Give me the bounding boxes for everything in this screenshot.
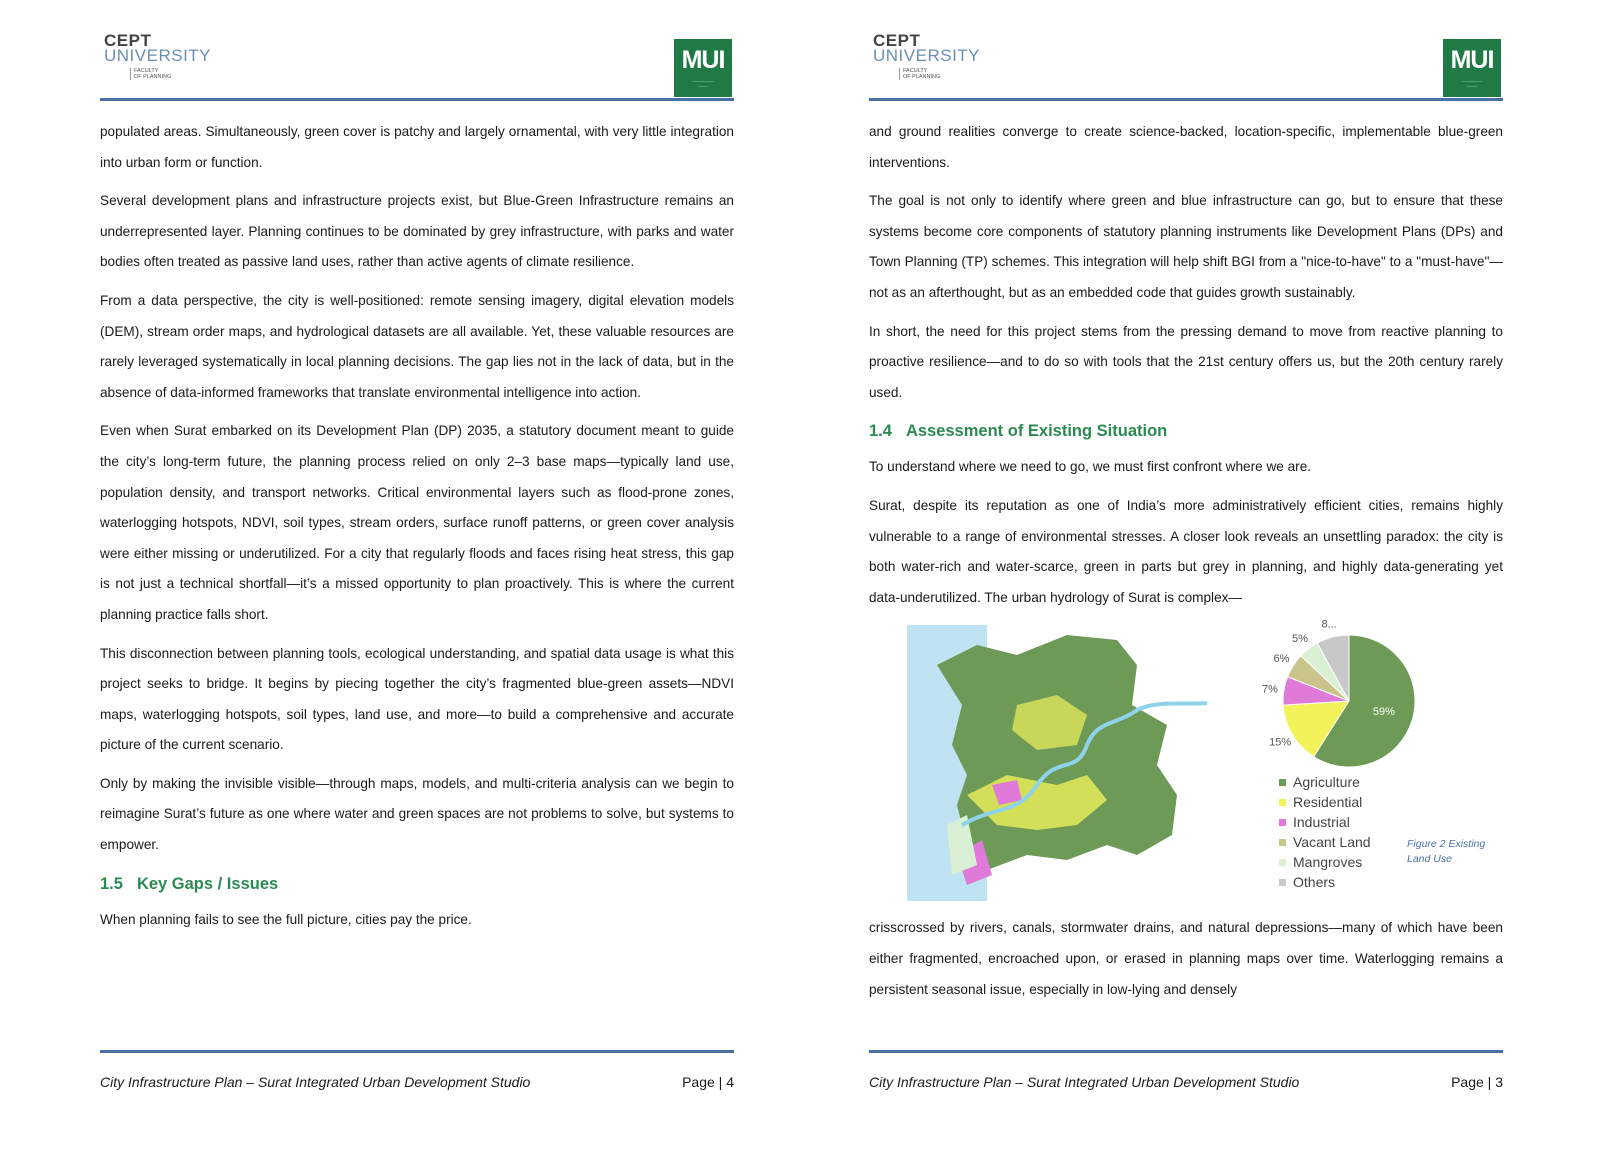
page-body — [869, 117, 1503, 1013]
legend-label: Vacant Land — [1293, 834, 1371, 851]
figure-caption: Figure 2 Existing Land Use — [1407, 838, 1486, 866]
city-land-area — [937, 635, 1177, 870]
page-number: Page | 4 — [682, 1074, 734, 1090]
cept-university-logo: CEPT UNIVERSITY FACULTY OF PLANNING — [104, 31, 212, 80]
legend-label: Residential — [1293, 794, 1363, 811]
legend-swatch — [1279, 799, 1286, 806]
section-heading: 1.5 Key Gaps / Issues — [100, 874, 279, 893]
mui-logo: MUI —————— ——— — [1443, 39, 1501, 97]
document-page-left — [100, 0, 734, 1174]
legend-label: Mangroves — [1293, 854, 1363, 871]
pie-data-label: 59% — [1372, 706, 1395, 719]
legend-item — [1279, 832, 1371, 852]
paragraph: When planning fails to see the full picture, cities pay the price. — [100, 911, 472, 927]
cept-university-logo: CEPT UNIVERSITY FACULTY OF PLANNING — [873, 31, 981, 80]
header-rule — [869, 98, 1503, 101]
legend-item — [1279, 772, 1371, 792]
document-page-right — [869, 0, 1503, 1174]
legend-swatch — [1279, 779, 1286, 786]
legend-item — [1279, 812, 1371, 832]
paragraph: Even when Surat embarked on its Development Plan (DP) 2035, a statutory document meant to guide the city’s long-term future, the planning process relied on only 2–3 base maps—typically land use, population density, and transport networks. Critical environmental layers such as flood-prone zones, waterlogging hotspots, NDVI, soil types, stream orders, surface runoff patterns, or green cover analysis were either missing or underutilized. For a city that regularly floods and faces rising heat stress, this gap is not just a technical shortfall—it’s a missed opportunity to plan proactively. This is where the current planning practice falls short. — [100, 423, 734, 622]
mui-logo: MUI —————— ——— — [674, 39, 732, 97]
page-header — [869, 32, 1503, 102]
legend-item — [1279, 852, 1371, 872]
section-heading: 1.4 Assessment of Existing Situation — [869, 422, 1168, 441]
footer-title: City Infrastructure Plan – Surat Integrated Urban Development Studio — [869, 1074, 1300, 1090]
paragraph: In short, the need for this project stems from the pressing demand to move from reactive planning to proactive resilience—and to do so with tools that the 21st century offers us, but the 20th century rarely used. — [869, 323, 1503, 400]
footer-title: City Infrastructure Plan – Surat Integrated Urban Development Studio — [100, 1074, 531, 1090]
legend-label: Others — [1293, 874, 1336, 891]
page-body — [100, 117, 734, 943]
legend-item — [1279, 792, 1371, 812]
legend-swatch — [1279, 839, 1286, 846]
surat-land-use-map — [907, 625, 1207, 901]
pie-data-label: 7% — [1262, 683, 1278, 696]
paragraph: The goal is not only to identify where green and blue infrastructure can go, but to ensure that these systems become core components of statutory planning instruments like Development Plans (DPs) and Town Planning (TP) schemes. This integration will help shift BGI from a "nice-to-have" to a "must-have"—not as an afterthought, but as an embedded code that guides growth sustainably. — [869, 193, 1503, 300]
pie-data-label: 6% — [1273, 653, 1290, 666]
pie-data-label: 15% — [1269, 737, 1292, 750]
pie-data-label: 5% — [1292, 633, 1308, 646]
paragraph: and ground realities converge to create science-backed, location-specific, implementable blue-green interventions. — [869, 124, 1503, 170]
legend-item — [1279, 872, 1371, 892]
legend-swatch — [1279, 819, 1286, 826]
page-header — [100, 32, 734, 102]
land-use-pie-chart — [1249, 618, 1419, 769]
paragraph: populated areas. Simultaneously, green cover is patchy and largely ornamental, with very little integration into urban form or function. — [100, 124, 734, 170]
footer-rule — [100, 1050, 734, 1053]
page-number: Page | 3 — [1451, 1074, 1503, 1090]
chart-legend — [1279, 772, 1371, 892]
legend-label: Agriculture — [1293, 774, 1360, 791]
paragraph: To understand where we need to go, we must first confront where we are. — [869, 459, 1312, 475]
pie-data-label: 8... — [1321, 618, 1337, 631]
paragraph: This disconnection between planning tools, ecological understanding, and spatial data usage is what this project seeks to bridge. It begins by piecing together the city’s fragmented blue-green assets—NDVI maps, waterlogging hotspots, soil types, land use, and more—to build a comprehensive and accurate picture of the current scenario. — [100, 645, 734, 753]
legend-swatch — [1279, 879, 1286, 886]
land-use-figure — [869, 617, 1503, 907]
legend-swatch — [1279, 859, 1286, 866]
paragraph: Several development plans and infrastructure projects exist, but Blue-Green Infrastructure remains an underrepresented layer. Planning continues to be dominated by grey infrastructure, with parks and water bodies often treated as passive land uses, rather than active agents of climate resilience. — [100, 193, 734, 270]
legend-label: Industrial — [1293, 814, 1350, 831]
paragraph: crisscrossed by rivers, canals, stormwater drains, and natural depressions—many of which have been either fragmented, encroached upon, or erased in planning maps over time. Waterlogging remains a persistent seasonal issue, especially in low-lying and densely — [869, 920, 1503, 997]
footer-rule — [869, 1050, 1503, 1053]
paragraph: From a data perspective, the city is well-positioned: remote sensing imagery, digital elevation models (DEM), stream order maps, and hydrological datasets are all available. Yet, these valuable resources are rarely leveraged systematically in local planning decisions. The gap lies not in the lack of data, but in the absence of data-informed frameworks that translate environmental intelligence into action. — [100, 292, 734, 400]
header-rule — [100, 98, 734, 101]
paragraph: Only by making the invisible visible—through maps, models, and multi-criteria analysis can we begin to reimagine Surat’s future as one where water and green spaces are not problems to solve, but systems to empower. — [100, 775, 734, 853]
paragraph: Surat, despite its reputation as one of India’s more administratively efficient cities, remains highly vulnerable to a range of environmental stresses. A closer look reveals an unsettling paradox: the city is both water-rich and water-scarce, green in parts but grey in planning, and highly data-generating yet data-underutilized. The urban hydrology of Surat is complex— — [869, 497, 1503, 605]
